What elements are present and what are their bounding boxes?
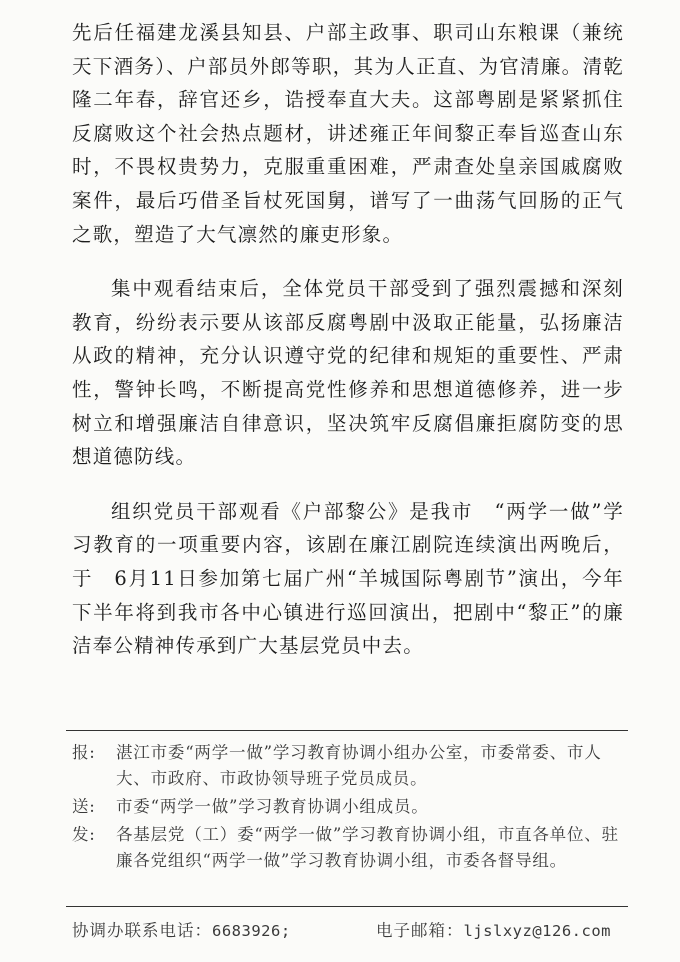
phone-number: 6683926; <box>212 922 291 940</box>
distribution-row-send <box>72 794 628 820</box>
phone-label: 协调办联系电话： <box>72 921 212 940</box>
report-label: 报: <box>72 743 96 762</box>
phone-group <box>72 917 291 941</box>
document-body <box>72 16 624 684</box>
report-recipients: 湛江市委“两学一做”学习教育协调小组办公室，市委常委、市人大、市政府、市政协领导班子党员成员。 <box>116 743 602 788</box>
divider-top <box>66 730 628 731</box>
distribution-row-issue <box>72 822 628 874</box>
send-label: 送: <box>72 797 96 816</box>
send-recipients: 市委“两学一做”学习教育协调小组成员。 <box>116 797 429 816</box>
email-label: 电子邮箱： <box>376 921 464 940</box>
divider-bottom <box>66 906 628 907</box>
issue-label: 发: <box>72 825 96 844</box>
body-paragraph-education: 集中观看结束后，全体党员干部受到了强烈震撼和深刻教育，纷纷表示要从该部反腐粤剧中汲取正能量，弘扬廉洁从政的精神，充分认识遵守党的纪律和规矩的重要性、严肃性，警钟长鸣，不断提高党性修养和思想道德修养，进一步树立和增强廉洁自律意识，坚决筑牢反腐倡廉拒腐防变的思想道德防线。 <box>72 277 624 469</box>
distribution-block <box>72 740 628 876</box>
body-paragraph-continued: 先后任福建龙溪县知县、户部主政事、职司山东粮课（兼统天下酒务）、户部员外郎等职，其为人正直、为官清廉。清乾隆二年春，辞官还乡，诰授奉直大夫。这部粤剧是紧紧抓住反腐败这个社会热点题材，讲述雍正年间黎正奉旨巡查山东时，不畏权贵势力，克服重重困难，严肃查处皇亲国戚腐败案件，最后巧借圣旨杖死国舅，谱写了一曲荡气回肠的正气之歌，塑造了大气凛然的廉吏形象。 <box>72 21 624 246</box>
issue-recipients: 各基层党（工）委“两学一做”学习教育协调小组，市直各单位、驻廉各党组织“两学一做”学习教育协调小组，市委各督导组。 <box>116 825 619 870</box>
email-address: ljslxyz@126.com <box>463 922 611 940</box>
email-group <box>376 917 611 941</box>
body-paragraph-performance: 组织党员干部观看《户部黎公》是我市 “两学一做”学习教育的一项重要内容，该剧在廉江剧院连续演出两晚后，于 6月11日参加第七届广州“羊城国际粤剧节”演出，今年下半年将到我市各中心镇进行巡回演出，把剧中“黎正”的廉洁奉公精神传承到广大基层党员中去。 <box>72 499 624 658</box>
distribution-row-report <box>72 740 628 792</box>
